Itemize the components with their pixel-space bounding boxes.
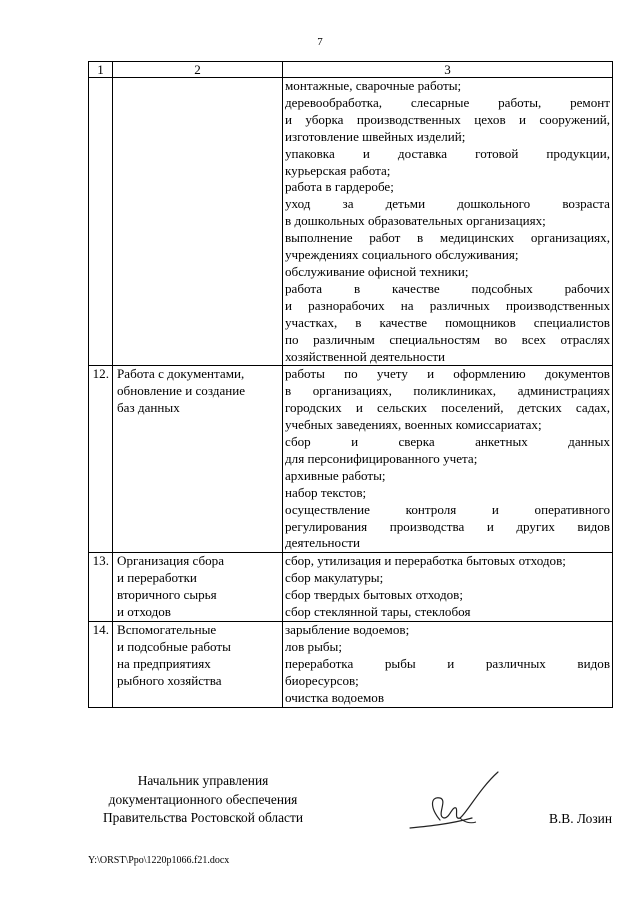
work-type-line: работы по учету и оформлению документов [285,366,610,382]
table-header-row [89,62,613,78]
work-type-line: зарыбление водоемов; [285,622,410,637]
activity-line: на предприятиях [117,655,211,671]
work-type-line: и разнорабочих на различных производственных [285,297,610,313]
column-header-3: 3 [283,62,613,78]
work-type-line: сбор стеклянной тары, стеклобоя [285,604,471,620]
work-type-line: регулирования производства и других видов [285,518,610,534]
activities-table [88,61,613,708]
row-number: 13. [89,553,113,622]
activity-line: Вспомогательные [117,622,217,637]
work-type-line: деревообработка, слесарные работы, ремонт [285,94,610,110]
column-header-1: 1 [89,62,113,78]
table-row [89,553,613,622]
work-types-cell [283,553,613,622]
work-type-line: работа в гардеробе; [285,179,394,195]
work-type-line: и уборка производственных цехов и сооружений, [285,111,610,127]
activity-cell [113,366,283,553]
page-number: 7 [317,36,323,48]
activity-cell [113,78,283,366]
work-type-line: сбор твердых бытовых отходов; [285,587,463,603]
work-type-line: переработка рыбы и различных видов [285,655,610,671]
work-type-line: очистка водоемов [285,689,385,705]
table-row [89,78,613,366]
activity-line: рыбного хозяйства [117,672,222,688]
work-type-line: учебных заведениях, военных комиссариатах; [285,417,542,433]
work-type-line: изготовление швейных изделий; [285,128,466,144]
table-row [89,366,613,553]
work-type-line: сбор макулатуры; [285,570,384,586]
row-number: 12. [89,366,113,553]
work-type-line: архивные работы; [285,467,386,483]
signer-title-line: Начальник управления [137,773,269,788]
work-type-line: участках, в качестве помощников специалистов [285,314,610,330]
work-types-cell [283,366,613,553]
activity-line: баз данных [117,400,180,416]
work-type-line: осуществление контроля и оперативного [285,501,610,517]
table-row [89,622,613,708]
column-header-2: 2 [113,62,283,78]
signer-title-line: Правительства Ростовской области [102,810,304,825]
work-type-line: биоресурсов; [285,672,359,688]
row-number [89,78,113,366]
signature-block [88,772,318,828]
activity-cell [113,622,283,708]
work-types-cell [283,622,613,708]
signer-title-line: документационного обеспечения [108,791,298,807]
work-type-line: в организациях, поликлиниках, администрациях [285,383,610,399]
activity-line: и подсобные работы [117,638,231,654]
work-type-line: выполнение работ в медицинских организациях, [285,230,610,246]
work-type-line: обслуживание офисной техники; [285,263,469,279]
handwritten-signature [400,768,510,838]
work-type-line: по различным специальностям во всех отраслях [285,331,610,347]
activity-line: вторичного сырья [117,587,217,603]
activity-line: Работа с документами, [117,366,245,382]
work-type-line: уход за детьми дошкольного возраста [285,196,610,212]
work-type-line: хозяйственной деятельности [285,348,446,364]
work-type-line: работа в качестве подсобных рабочих [285,280,610,296]
work-type-line: набор текстов; [285,484,367,500]
row-number: 14. [89,622,113,708]
activity-cell [113,553,283,622]
file-path: Y:\ORST\Ppo\1220p1066.f21.docx [88,855,230,866]
work-type-line: сбор, утилизация и переработка бытовых отходов; [285,553,566,569]
activity-line: и переработки [117,570,197,586]
work-type-line: городских и сельских поселений, детских садах, [285,400,610,416]
work-type-line: для персонифицированного учета; [285,450,478,466]
work-types-cell [283,78,613,366]
activity-line: и отходов [117,604,171,620]
activity-line: обновление и создание [117,383,246,399]
work-type-line: курьерская работа; [285,162,391,178]
signer-name: В.В. Лозин [549,811,612,826]
work-type-line: деятельности [285,535,360,551]
activity-line: Организация сбора [117,553,225,569]
work-type-line: сбор и сверка анкетных данных [285,434,610,450]
work-type-line: учреждениях социального обслуживания; [285,247,519,263]
work-type-line: в дошкольных образовательных организациях; [285,213,546,229]
work-type-line: упаковка и доставка готовой продукции, [285,145,610,161]
work-type-line: лов рыбы; [285,638,342,654]
work-type-line: монтажные, сварочные работы; [285,78,462,93]
table-body [89,78,613,708]
